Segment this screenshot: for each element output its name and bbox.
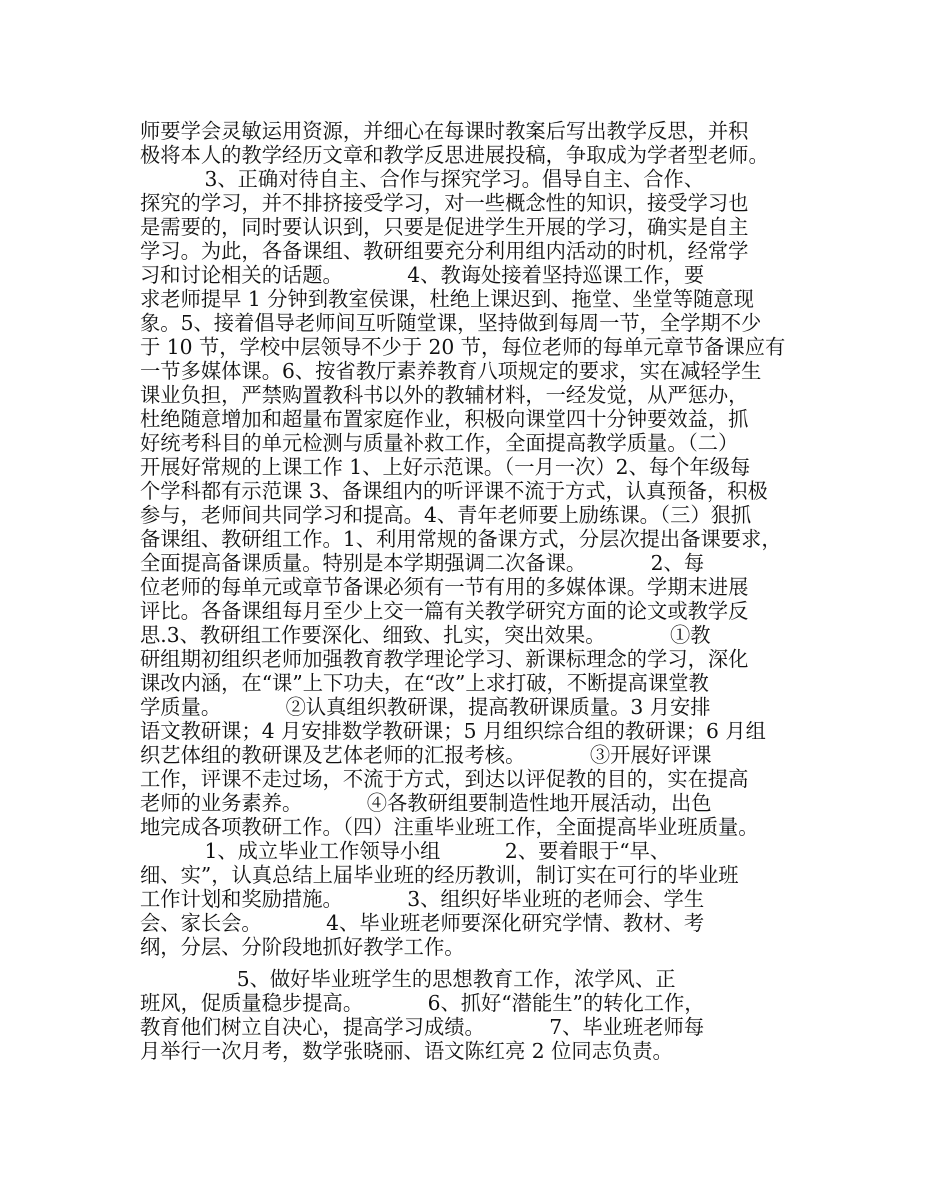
text-line: 于 10 节，学校中层领导不少于 20 节，每位老师的每单元章节备课应有 (140, 335, 786, 359)
text-line: 学质量。 ②认真组织教研课，提高教研课质量。3 月安排 (140, 695, 711, 719)
text-line: 一节多媒体课。6、按省教厅素养教育八项规定的要求，实在减轻学生 (140, 359, 762, 383)
text-line: 是需要的，同时要认识到，只要是促进学生开展的学习，确实是自主 (140, 215, 749, 239)
text-line: 位老师的每单元或章节备课必须有一节有用的多媒体课。学期末进展 (140, 575, 749, 599)
text-line: 求老师提早 1 分钟到教室侯课，杜绝上课迟到、拖堂、坐堂等随意现 (140, 287, 754, 311)
text-line: 班风，促质量稳步提高。 6、抓好“潜能生”的转化工作， (140, 991, 705, 1015)
text-line: 好统考科目的单元检测与质量补救工作，全面提高教学质量。（二） (140, 431, 739, 455)
text-line: 细、实”，认真总结上届毕业班的经历教训，制订实在可行的毕业班 (140, 863, 739, 887)
text-line: 织艺体组的教研课及艺体老师的汇报考核。 ③开展好评课 (140, 743, 712, 767)
text-line: 评比。各备课组每月至少上交一篇有关教学研究方面的论文或教学反 (140, 599, 749, 623)
text-line: 极将本人的教学经历文章和教学反思进展投稿，争取成为学者型老师。 (140, 143, 769, 167)
text-line: 象。5、接着倡导老师间互听随堂课，坚持做到每周一节，全学期不少 (140, 311, 762, 335)
text-line: 开展好常规的上课工作 1、上好示范课。（一月一次）2、每个年级每 (140, 455, 751, 479)
text-line: 老师的业务素养。 ④各教研组要制造性地开展活动，出色 (140, 791, 712, 815)
text-line: 杜绝随意增加和超量布置家庭作业，积极向课堂四十分钟要效益，抓 (140, 407, 749, 431)
text-line: 工作，评课不走过场，不流于方式，到达以评促教的目的，实在提高 (140, 767, 749, 791)
text-line: 教育他们树立自决心，提高学习成绩。 7、毕业班老师每 (140, 1015, 705, 1039)
text-line: 3、正确对待自主、合作与探究学习。倡导自主、合作、 (140, 167, 705, 191)
text-line: 个学科都有示范课 3、备课组内的听评课不流于方式，认真预备，积极 (140, 479, 768, 503)
text-line: 备课组、教研组工作。1、利用常规的备课方式，分层次提出备课要求， (140, 527, 782, 551)
text-line: 习和讨论相关的话题。 4、教诲处接着坚持巡课工作，要 (140, 263, 705, 287)
text-line: 课业负担，严禁购置教科书以外的教辅材料，一经发觉，从严惩办， (140, 383, 749, 407)
text-line: 思.3、教研组工作要深化、细致、扎实，突出效果。 ①教 (140, 623, 711, 647)
text-line: 探究的学习，并不排挤接受学习，对一些概念性的知识，接受学习也 (140, 191, 749, 215)
text-line: 参与，老师间共同学习和提高。4、青年老师要上励练课。（三）狠抓 (140, 503, 752, 527)
text-line: 1、成立毕业工作领导小组 2、要着眼于“早、 (140, 839, 671, 863)
text-line: 师要学会灵敏运用资源，并细心在每课时教案后写出教学反思，并积 (140, 119, 749, 143)
text-line: 会、家长会。 4、毕业班老师要深化研究学情、教材、考 (140, 911, 705, 935)
text-line: 月举行一次月考，数学张晓丽、语文陈红亮 2 位同志负责。 (140, 1039, 673, 1063)
text-line: 研组期初组织老师加强教育教学理论学习、新课标理念的学习，深化 (140, 647, 749, 671)
text-line: 学习。为此，各备课组、教研组要充分利用组内活动的时机，经常学 (140, 239, 749, 263)
text-line: 纲，分层、分阶段地抓好教学工作。 (140, 935, 465, 959)
text-line: 5、做好毕业班学生的思想教育工作，浓学风、正 (140, 967, 676, 991)
text-line: 语文教研课；4 月安排数学教研课；5 月组织综合组的教研课；6 月组 (140, 719, 766, 743)
text-line: 工作计划和奖励措施。 3、组织好毕业班的老师会、学生 (140, 887, 705, 911)
text-line: 全面提高备课质量。特别是本学期强调二次备课。 2、每 (140, 551, 705, 575)
text-line: 地完成各项教研工作。（四）注重毕业班工作，全面提高毕业班质量。 (140, 815, 759, 839)
text-line: 课改内涵，在“课”上下功夫，在“改”上求打破，不断提高课堂教 (140, 671, 709, 695)
